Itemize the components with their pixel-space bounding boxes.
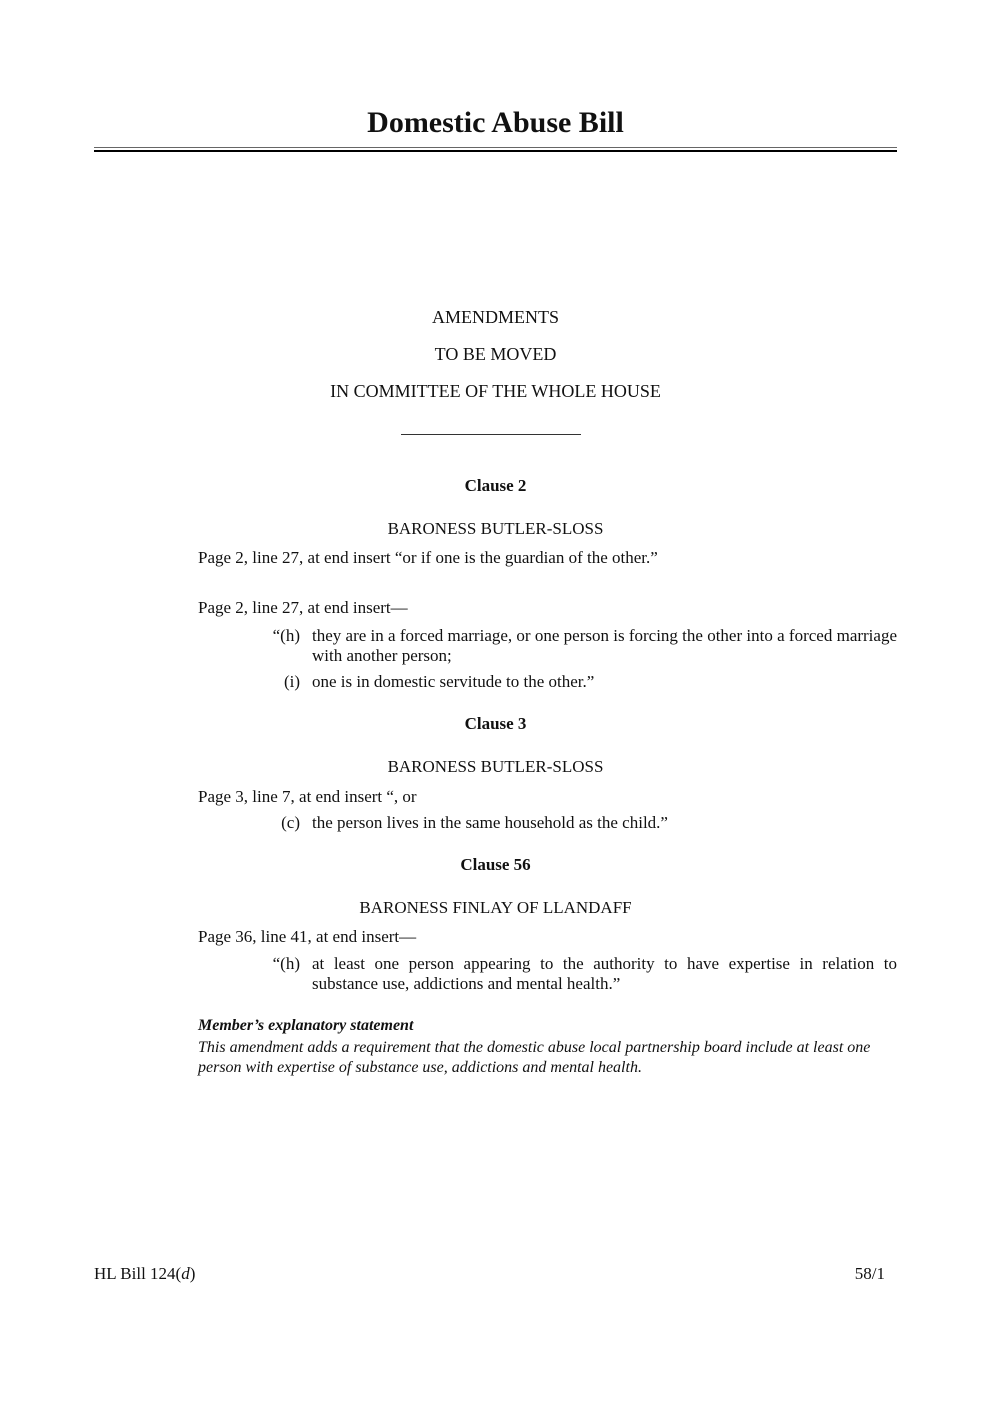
item-number: (c)	[281, 813, 300, 832]
member-name: BARONESS BUTLER-SLOSS	[387, 757, 604, 776]
heading-line-3: IN COMMITTEE OF THE WHOLE HOUSE	[330, 381, 661, 401]
heading-line-1: AMENDMENTS	[431, 307, 559, 327]
document-title: Domestic Abuse Bill	[367, 106, 624, 139]
item-text: they are in a forced marriage, or one person is forcing the other into a forced marriage with another person;	[312, 626, 897, 665]
explanatory-statement-text: This amendment adds a requirement that the domestic abuse local partnership board include at least one person with expertise of substance use, addictions and mental health.	[198, 1039, 871, 1076]
amendment-text: Page 36, line 41, at end insert—	[198, 927, 417, 946]
section-divider	[401, 434, 581, 435]
item-text: the person lives in the same household as the child.”	[312, 813, 668, 832]
clause-heading: Clause 2	[464, 476, 527, 495]
bill-reference: HL Bill 124(d)	[94, 1264, 196, 1283]
title-rule-thin	[94, 147, 897, 148]
amendment-text: Page 2, line 27, at end insert “or if one is the guardian of the other.”	[198, 548, 658, 567]
item-number: “(h)	[272, 626, 300, 645]
member-name: BARONESS FINLAY OF LLANDAFF	[359, 898, 632, 917]
item-number: (i)	[283, 672, 300, 691]
explanatory-statement-heading: Member’s explanatory statement	[198, 1017, 414, 1034]
heading-line-2: TO BE MOVED	[434, 344, 557, 364]
member-name: BARONESS BUTLER-SLOSS	[387, 519, 604, 538]
amendment-text: Page 2, line 27, at end insert—	[198, 598, 408, 617]
item-number: “(h)	[272, 954, 300, 973]
item-text: one is in domestic servitude to the other.”	[312, 672, 595, 691]
amendment-text: Page 3, line 7, at end insert “, or	[198, 787, 417, 806]
page-reference: 58/1	[854, 1264, 885, 1283]
clause-heading: Clause 3	[464, 714, 527, 733]
clause-heading: Clause 56	[460, 855, 531, 874]
title-rule-thick	[94, 150, 897, 152]
item-text: at least one person appearing to the authority to have expertise in relation to substance use, addictions and mental health.”	[312, 954, 897, 993]
